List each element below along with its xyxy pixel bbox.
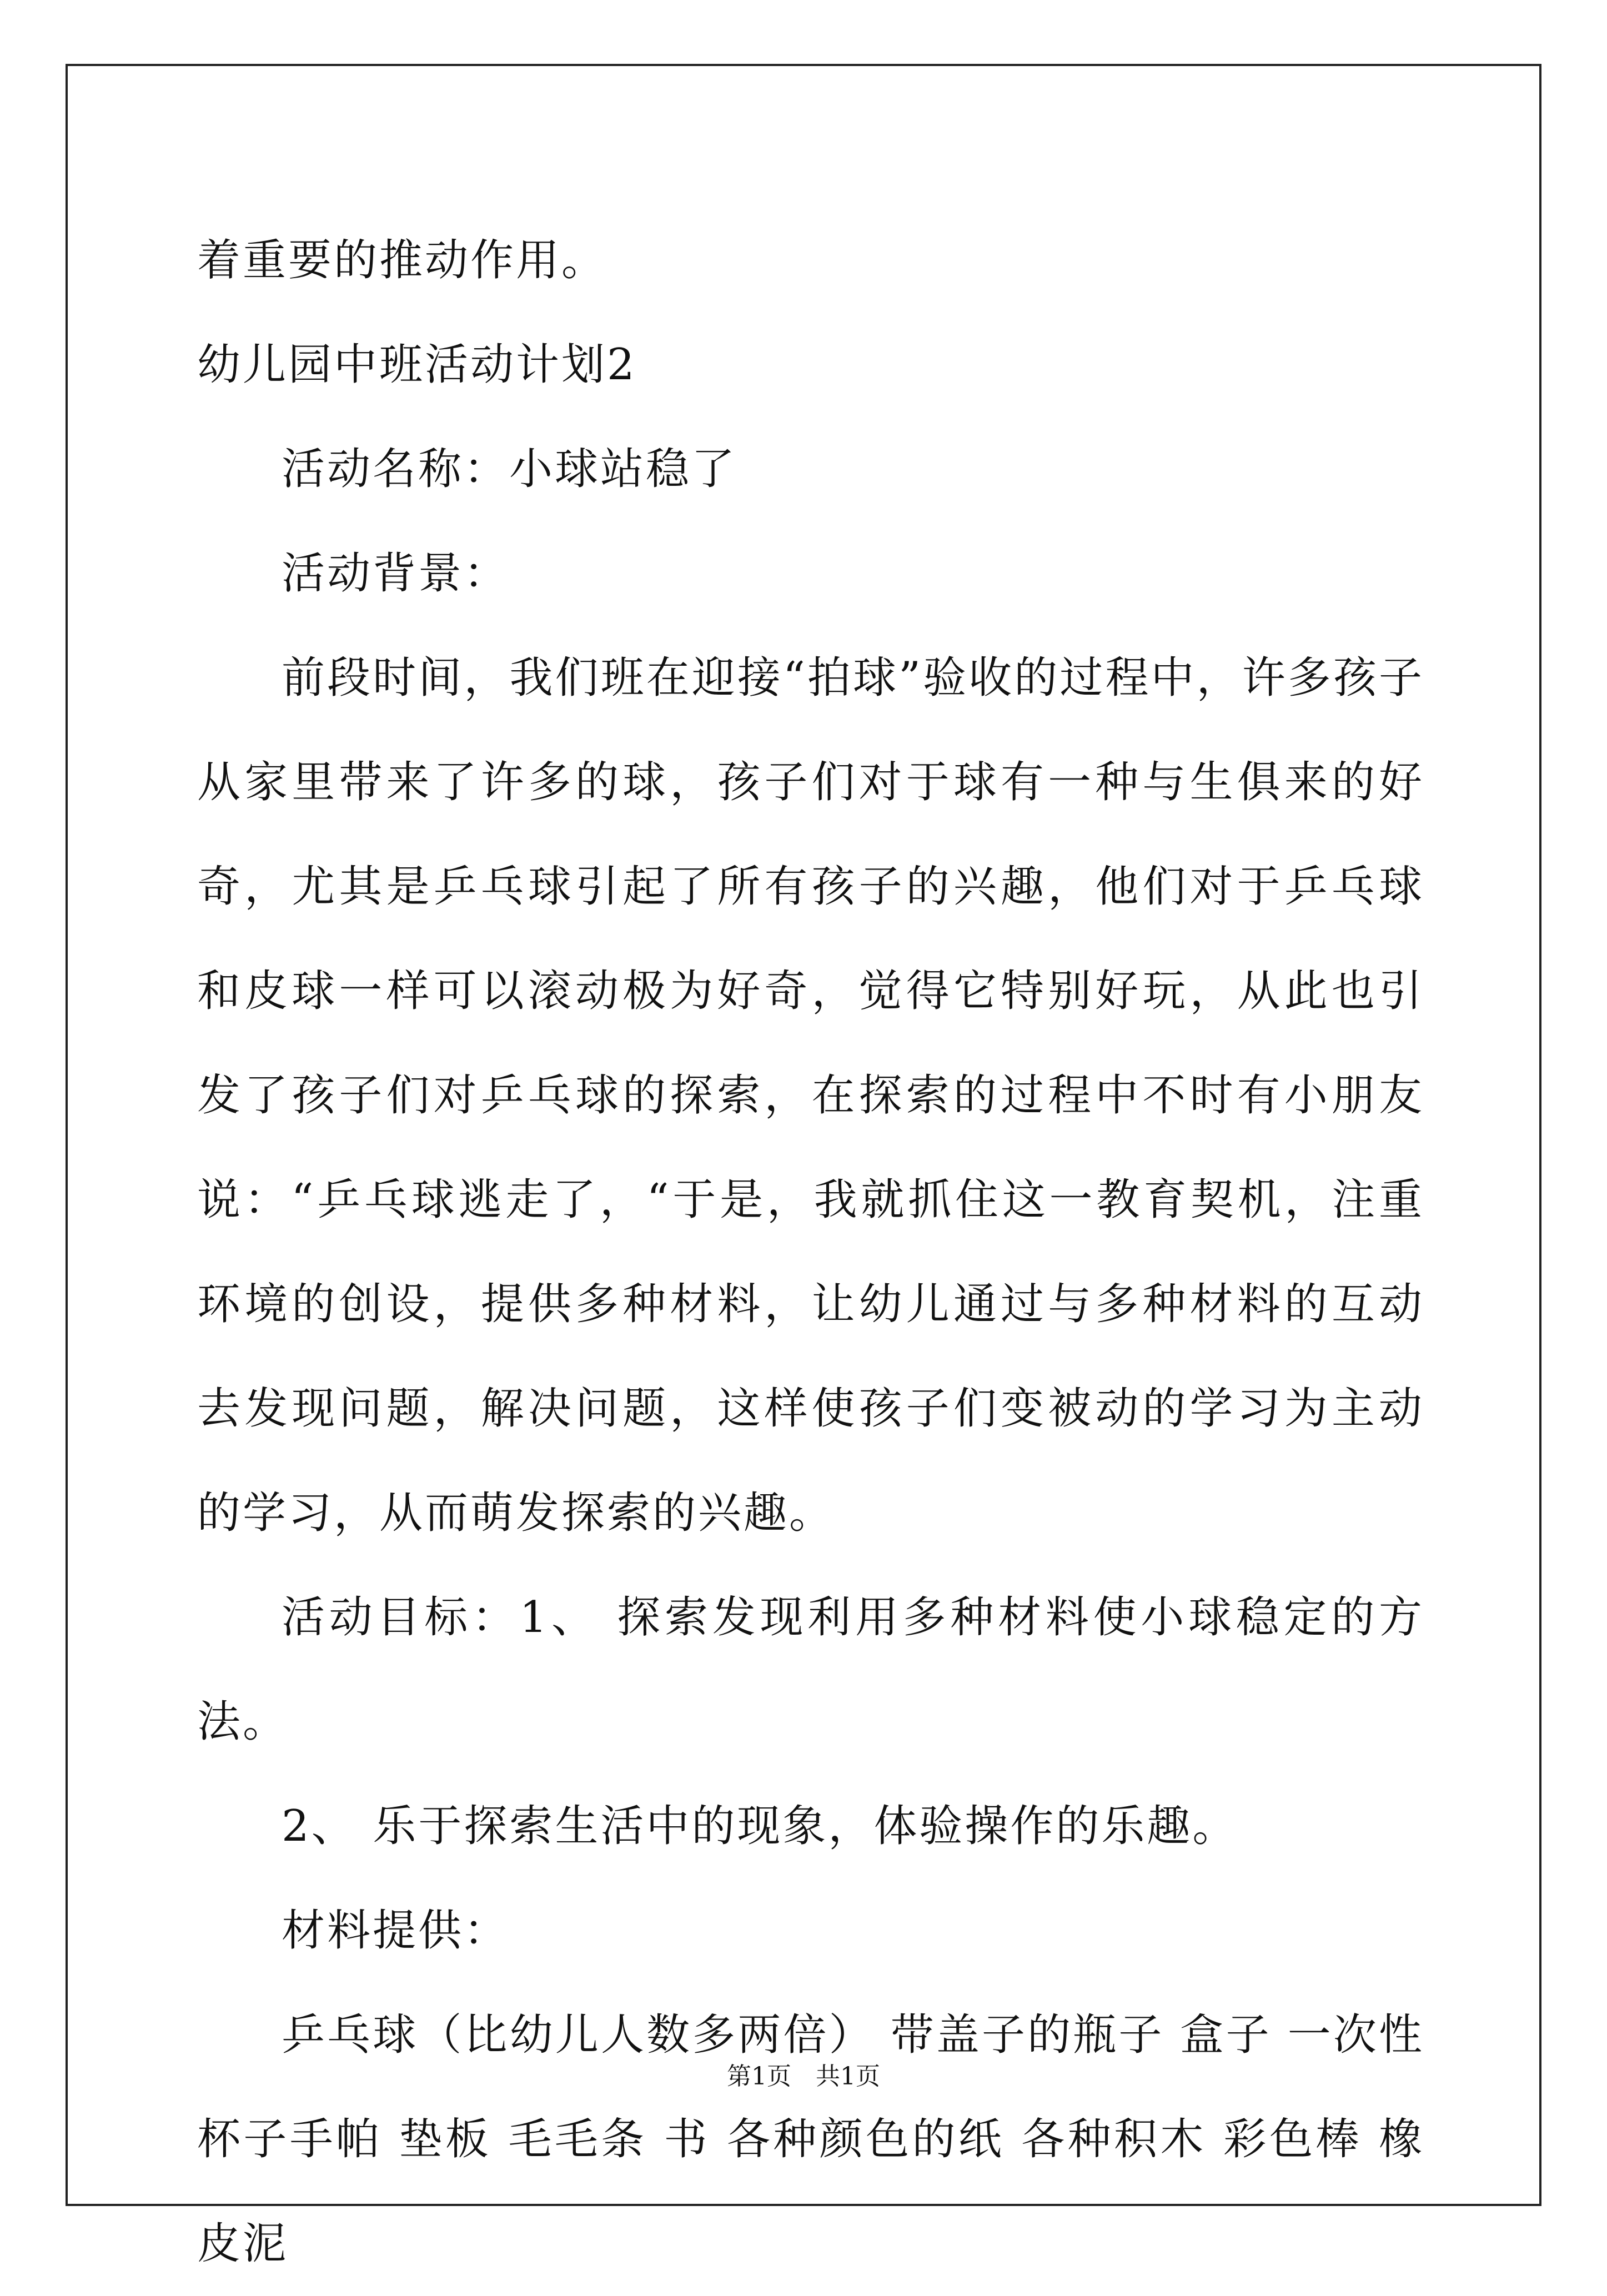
activity-name: 活动名称：小球站稳了 bbox=[282, 444, 737, 494]
section-heading: 幼儿园中班活动计划2 bbox=[197, 340, 637, 390]
activity-background-text: 前段时间，我们班在迎接“拍球”验收的过程中，许多孩子从家里带来了许多的球，孩子们对于球有一种与生俱来的好奇，尤其是乒乓球引起了所有孩子的兴趣，他们对于乒乓球和皮球一样可以滚动极为好奇，觉得它特别好玩，从此也引发了孩子们对乒乓球的探索，在探索的过程中不时有小朋友说：“乒乓球逃走了，“于是，我就抓住这一教育契机，注重环境的创设，提供多种材料，让幼儿通过与多种材料的互动去发现问题，解决问题，这样使孩子们变被动的学习为主动的学习，从而萌发探索的兴趣。 bbox=[197, 653, 1424, 1538]
paragraph-continuation: 着重要的推动作用。 bbox=[197, 235, 607, 285]
materials-list: 乒乓球（比幼儿人数多两倍） 带盖子的瓶子 盒子 一次性杯子手帕 垫板 毛毛条 书 各种颜色的纸 各种积木 彩色棒 橡皮泥 bbox=[197, 2010, 1424, 2269]
activity-background-label: 活动背景： bbox=[282, 549, 510, 599]
activity-goal-1: 活动目标：1、 探索发现利用多种材料使小球稳定的方法。 bbox=[197, 1592, 1424, 1747]
page-footer: 第1页 共1页 bbox=[727, 2062, 880, 2091]
materials-label: 材料提供： bbox=[282, 1906, 510, 1956]
activity-goal-2: 2、 乐于探索生活中的现象，体验操作的乐趣。 bbox=[282, 1801, 1238, 1851]
document-body bbox=[197, 208, 1424, 2296]
